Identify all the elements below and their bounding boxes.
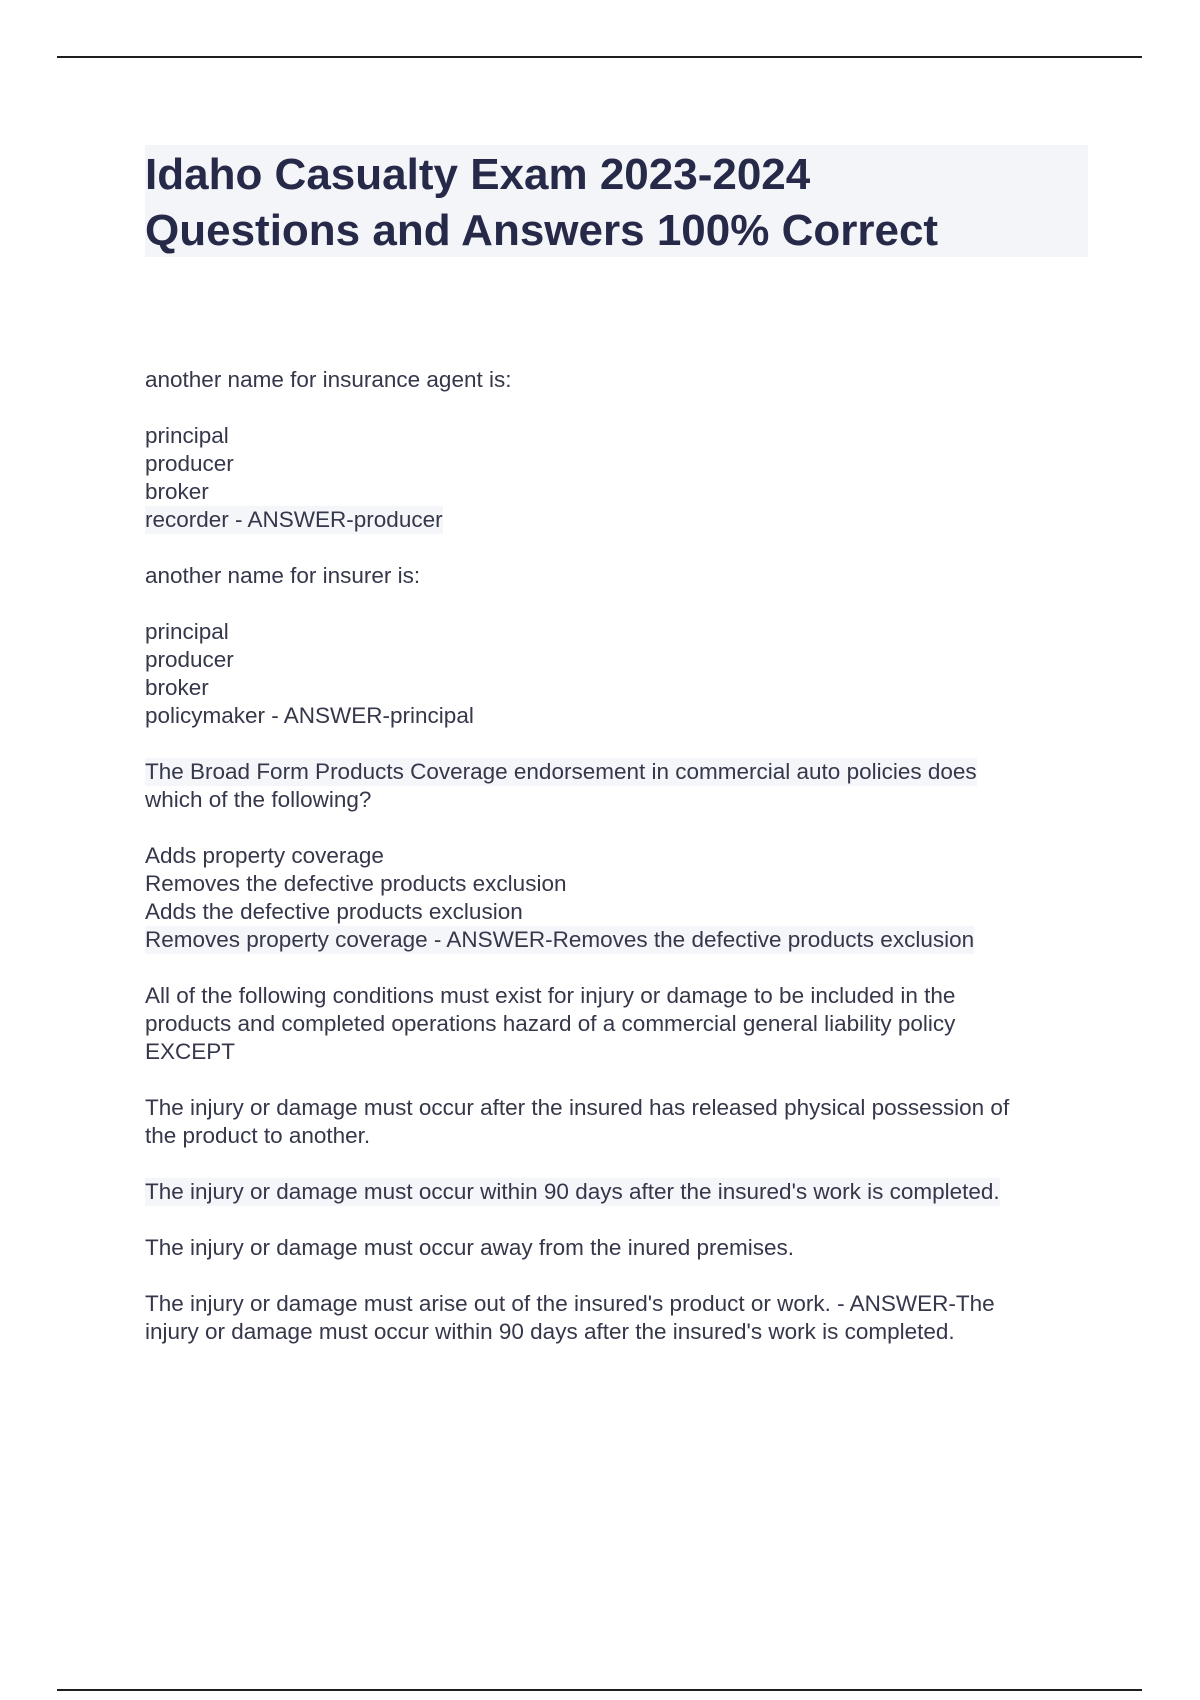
question-option: [145, 1234, 1095, 1262]
prompt-line: EXCEPT: [145, 1039, 236, 1064]
question-option: [145, 1178, 1095, 1206]
top-rule: [57, 56, 1142, 58]
answer-line: The injury or damage must arise out of the insured's product or work. - ANSWER-The: [145, 1291, 995, 1316]
option-line: Removes the defective products exclusion: [145, 871, 567, 896]
answer-line: recorder - ANSWER-producer: [145, 507, 443, 532]
question-options: [145, 842, 1095, 954]
title-line-1: Idaho Casualty Exam 2023-2024: [145, 150, 811, 199]
option-line: principal: [145, 423, 229, 448]
prompt-line: The Broad Form Products Coverage endorsement in commercial auto policies does: [145, 759, 977, 784]
option-line: The injury or damage must occur after the insured has released physical possession of: [145, 1095, 1010, 1120]
answer-line: injury or damage must occur within 90 days after the insured's work is completed.: [145, 1319, 955, 1344]
question-prompt: [145, 758, 1095, 814]
option-line: The injury or damage must occur within 90 days after the insured's work is completed.: [145, 1179, 1000, 1204]
question-list: [145, 366, 1095, 1374]
prompt-line: another name for insurance agent is:: [145, 367, 512, 392]
option-line: broker: [145, 479, 209, 504]
option-line: producer: [145, 451, 234, 476]
option-line: Adds property coverage: [145, 843, 384, 868]
document-title: [145, 145, 1088, 257]
prompt-line: All of the following conditions must exist for injury or damage to be included in the: [145, 983, 956, 1008]
question-prompt: [145, 562, 1095, 590]
option-line: producer: [145, 647, 234, 672]
option-line: broker: [145, 675, 209, 700]
bottom-rule: [57, 1689, 1142, 1691]
question-option: [145, 1094, 1095, 1150]
question-options: [145, 618, 1095, 730]
option-line: Adds the defective products exclusion: [145, 899, 523, 924]
option-line: principal: [145, 619, 229, 644]
question-option: [145, 1290, 1095, 1346]
option-line: the product to another.: [145, 1123, 371, 1148]
prompt-line: another name for insurer is:: [145, 563, 421, 588]
prompt-line: which of the following?: [145, 787, 372, 812]
prompt-line: products and completed operations hazard of a commercial general liability policy: [145, 1011, 956, 1036]
title-line-2: Questions and Answers 100% Correct: [145, 206, 939, 255]
answer-line: policymaker - ANSWER-principal: [145, 703, 474, 728]
question-prompt: [145, 982, 1095, 1066]
answer-line: Removes property coverage - ANSWER-Removes the defective products exclusion: [145, 927, 975, 952]
question-options: [145, 422, 1095, 534]
question-prompt: [145, 366, 1095, 394]
option-line: The injury or damage must occur away from the inured premises.: [145, 1235, 795, 1260]
